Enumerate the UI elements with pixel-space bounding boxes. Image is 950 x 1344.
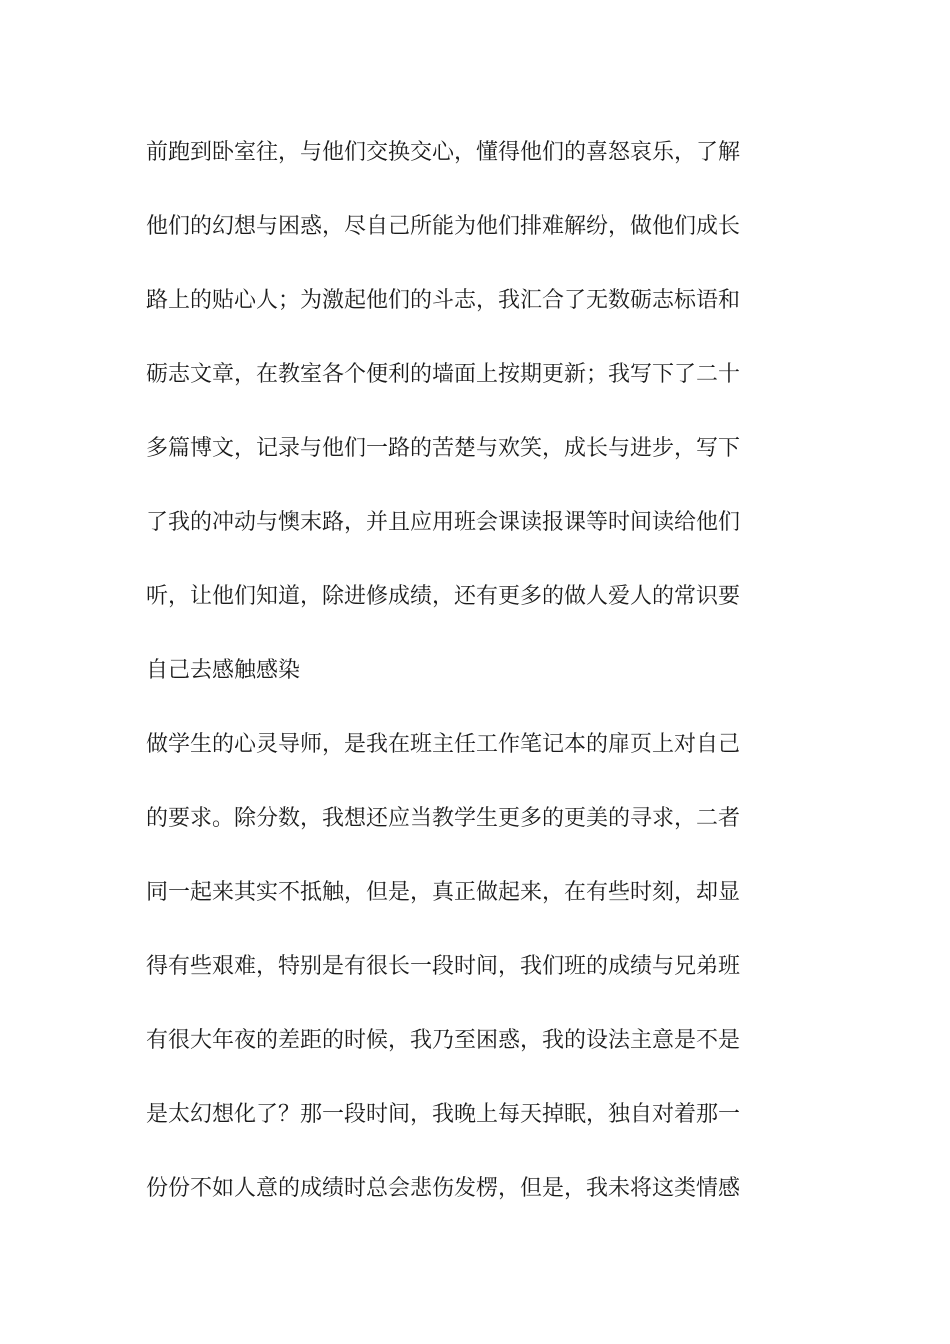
text-line-15: 份份不如人意的成绩时总会悲伤发楞，但是，我未将这类情感 [146,1176,741,1201]
text-line-4: 砺志文章，在教室各个便利的墙面上按期更新；我写下了二十 [146,362,741,387]
text-line-1: 前跑到卧室往，与他们交换交心，懂得他们的喜怒哀乐，了解 [146,140,741,165]
text-line-2: 他们的幻想与困惑，尽自己所能为他们排难解纷，做他们成长 [146,214,741,239]
text-line-3: 路上的贴心人；为激起他们的斗志，我汇合了无数砺志标语和 [146,288,741,313]
text-line-7: 听，让他们知道，除进修成绩，还有更多的做人爱人的常识要 [146,584,741,609]
text-line-9: 做学生的心灵导师，是我在班主任工作笔记本的扉页上对自己 [146,732,741,757]
text-line-11: 同一起来其实不抵触，但是，真正做起来，在有些时刻，却显 [146,880,741,905]
text-line-8: 自己去感触感染 [146,658,301,683]
text-line-5: 多篇博文，记录与他们一路的苦楚与欢笑，成长与进步，写下 [146,436,741,461]
text-line-10: 的要求。除分数，我想还应当教学生更多的更美的寻求，二者 [146,806,741,831]
text-line-13: 有很大年夜的差距的时候，我乃至困惑，我的设法主意是不是 [146,1028,741,1053]
text-line-6: 了我的冲动与懊末路，并且应用班会课读报课等时间读给他们 [146,510,741,535]
text-line-14: 是太幻想化了？那一段时间，我晚上每天掉眠，独自对着那一 [146,1102,741,1127]
text-line-12: 得有些艰难，特别是有很长一段时间，我们班的成绩与兄弟班 [146,954,741,979]
